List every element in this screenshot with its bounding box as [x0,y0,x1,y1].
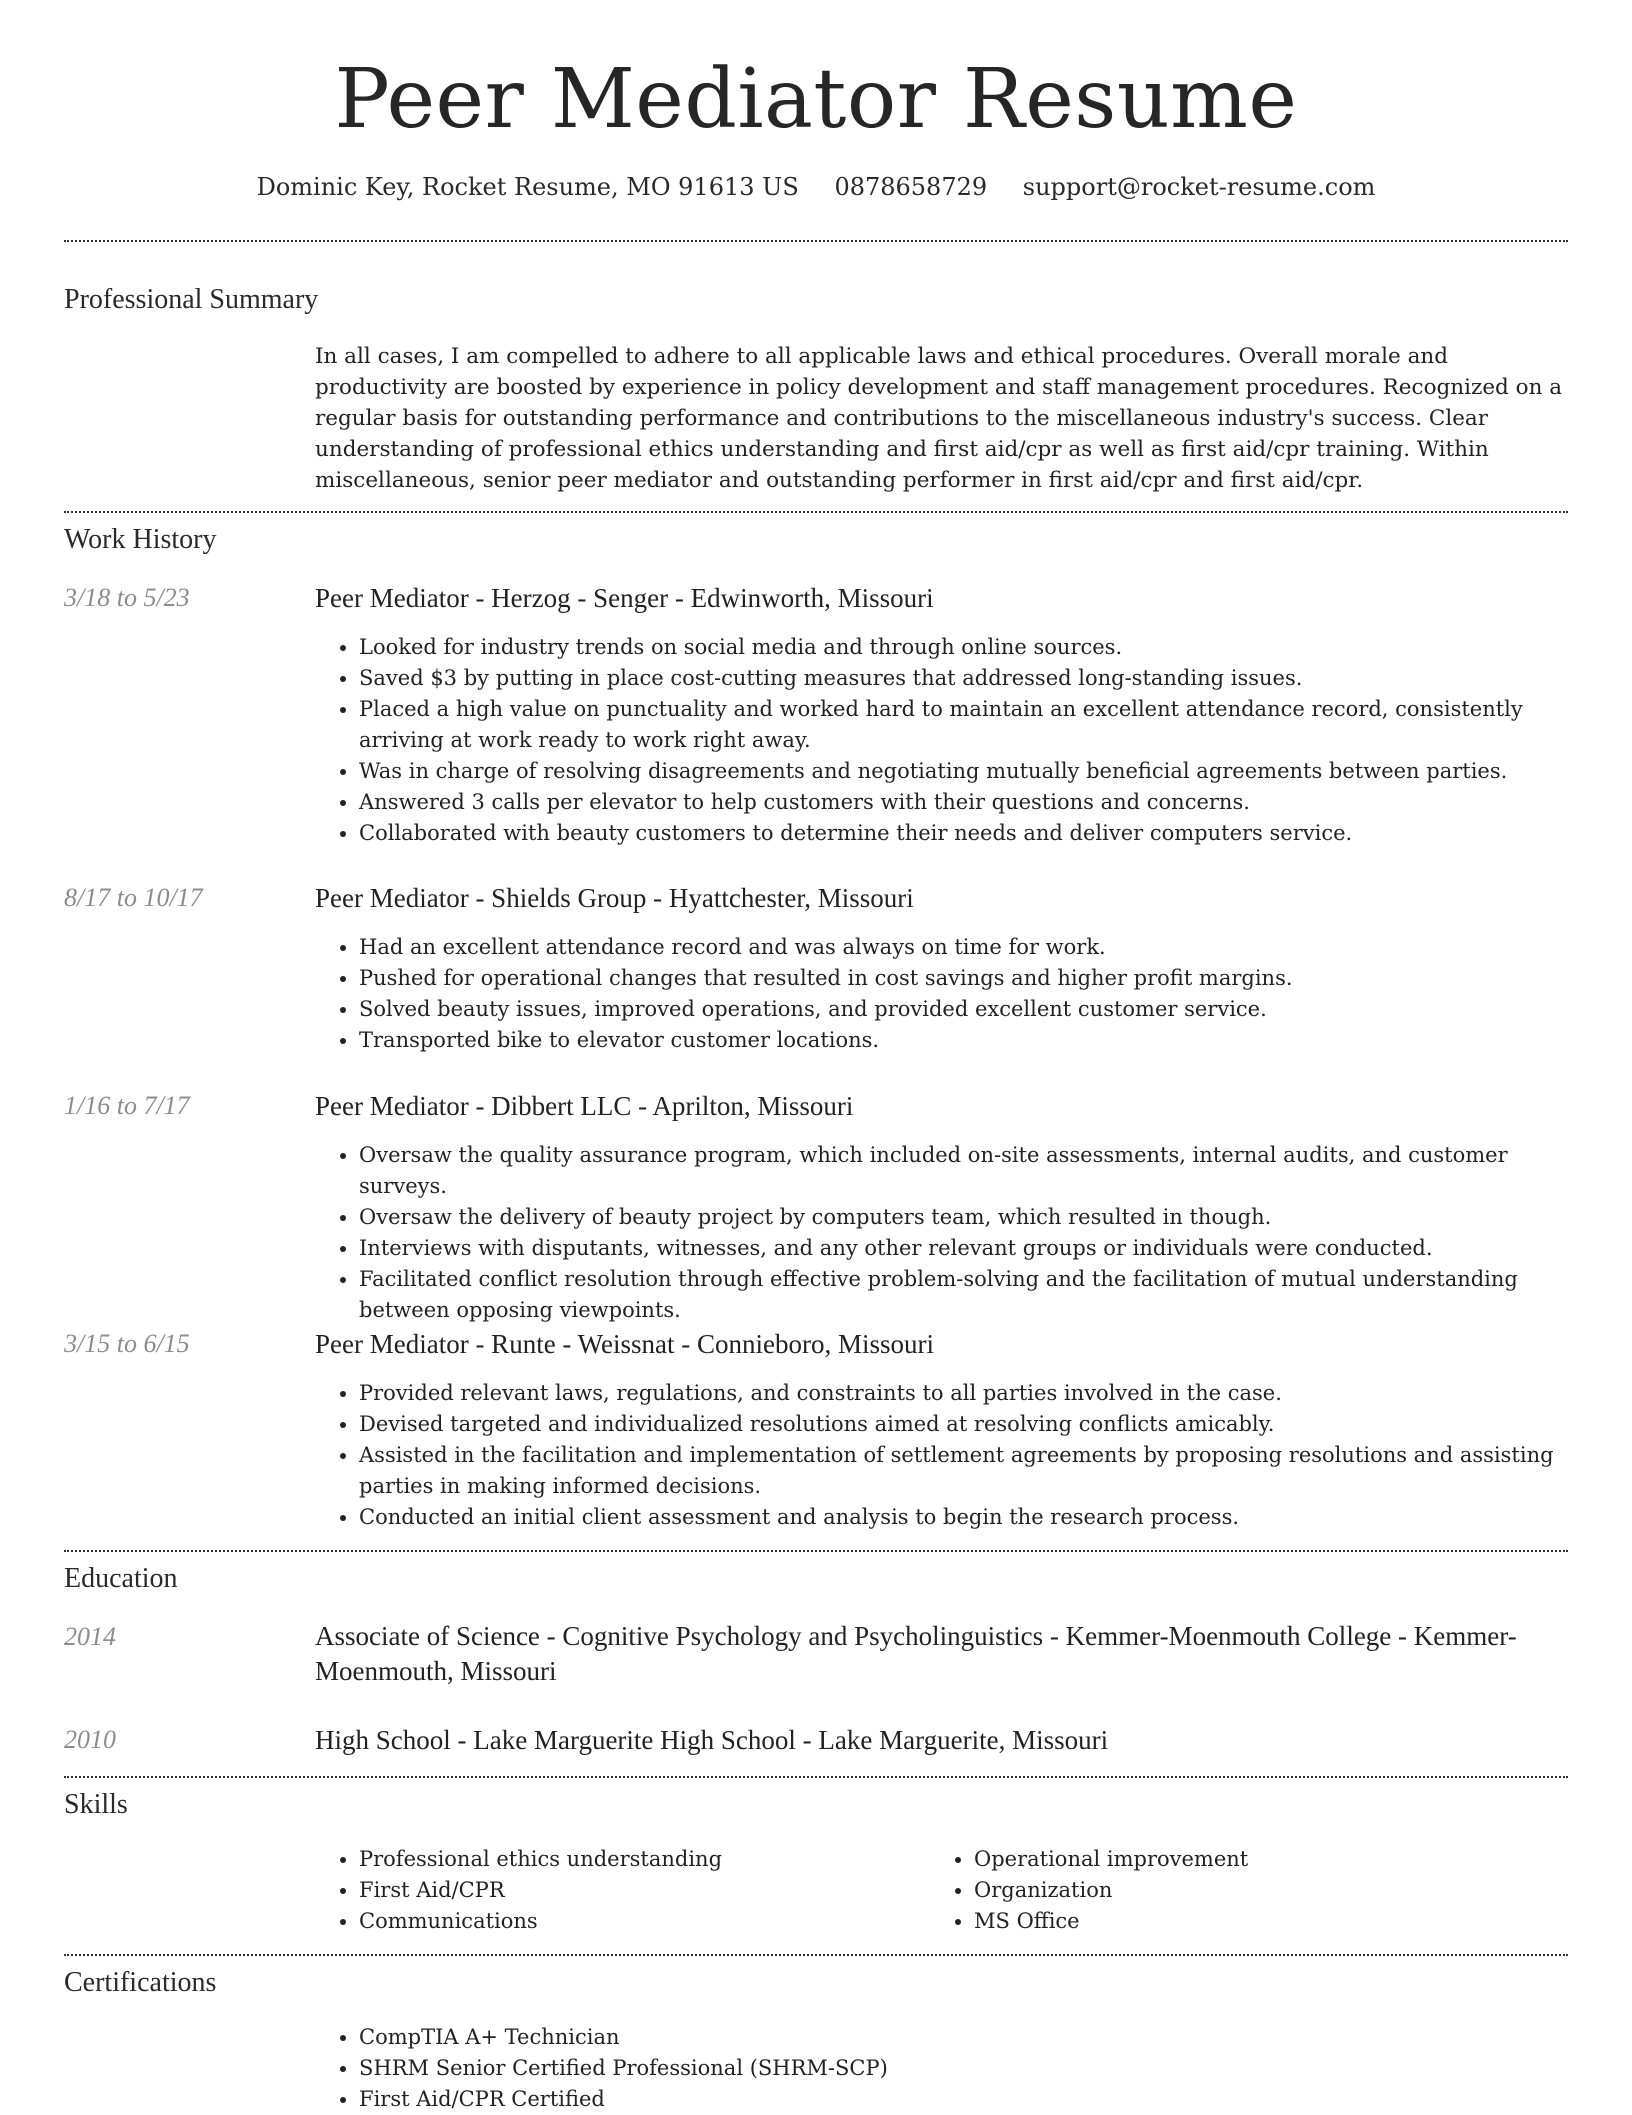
list-item: • Organization [974,1875,1568,1906]
section-heading-certifications: Certifications [64,1967,217,1998]
section-heading-skills: Skills [64,1789,128,1820]
divider [64,240,1568,242]
job-title: Peer Mediator - Dibbert LLC - Aprilton, Missouri [315,1091,854,1121]
job-dates: 3/18 to 5/23 [64,583,190,612]
skills-list-right [930,1844,1568,1937]
list-item: • Was in charge of resolving disagreements and negotiating mutually beneficial agreements between parties. [359,756,1568,787]
skills-list-left [315,1844,930,1937]
education-title: High School - Lake Marguerite High School - Lake Marguerite, Missouri [315,1725,1109,1755]
divider [64,511,1568,513]
job-title: Peer Mediator - Shields Group - Hyattchester, Missouri [315,883,914,913]
list-item: • Transported bike to elevator customer locations. [359,1025,1568,1056]
list-item: • Collaborated with beauty customers to determine their needs and deliver computers service. [359,818,1568,849]
list-item: • Assisted in the facilitation and implementation of settlement agreements by proposing resolutions and assisting parties in making informed decisions. [359,1440,1568,1502]
list-item: • Interviews with disputants, witnesses, and any other relevant groups or individuals were conducted. [359,1233,1568,1264]
list-item: • Provided relevant laws, regulations, and constraints to all parties involved in the case. [359,1378,1568,1409]
list-item: • Conducted an initial client assessment and analysis to begin the research process. [359,1502,1568,1533]
divider [64,1550,1568,1552]
divider [64,1954,1568,1956]
job-title: Peer Mediator - Runte - Weissnat - Connieboro, Missouri [315,1329,934,1359]
contact-line [64,172,1568,202]
list-item: • First Aid/CPR Certified [359,2084,1568,2115]
job-bullets [315,632,1568,849]
list-item: • Looked for industry trends on social media and through online sources. [359,632,1568,663]
job-bullets [315,1378,1568,1533]
list-item: • Facilitated conflict resolution through effective problem-solving and the facilitation of mutual understanding between opposing viewpoints. [359,1264,1568,1326]
list-item: • SHRM Senior Certified Professional (SHRM-SCP) [359,2053,1568,2084]
job-dates: 3/15 to 6/15 [64,1329,190,1358]
job-bullets [315,932,1568,1056]
list-item: • Placed a high value on punctuality and worked hard to maintain an excellent attendance record, consistently arriving at work ready to work right away. [359,694,1568,756]
job-dates: 1/16 to 7/17 [64,1091,190,1120]
job-dates: 8/17 to 10/17 [64,883,203,912]
list-item: • Saved $3 by putting in place cost-cutting measures that addressed long-standing issues. [359,663,1568,694]
list-item: • First Aid/CPR [359,1875,930,1906]
list-item: • Had an excellent attendance record and was always on time for work. [359,932,1568,963]
list-item: • Devised targeted and individualized resolutions aimed at resolving conflicts amicably. [359,1409,1568,1440]
contact-phone: 0878658729 [834,173,988,201]
section-heading-education: Education [64,1563,178,1594]
contact-address: Dominic Key, Rocket Resume, MO 91613 US [256,173,799,201]
list-item: • MS Office [974,1906,1568,1937]
list-item: • Answered 3 calls per elevator to help customers with their questions and concerns. [359,787,1568,818]
list-item: • Oversaw the delivery of beauty project by computers team, which resulted in though. [359,1202,1568,1233]
list-item: • Operational improvement [974,1844,1568,1875]
education-title: Associate of Science - Cognitive Psychology and Psycholinguistics - Kemmer-Moenmouth College - Kemmer-Moenmouth, Missouri [315,1621,1517,1686]
section-heading-work: Work History [64,524,217,555]
summary-text: In all cases, I am compelled to adhere to all applicable laws and ethical procedures. Overall morale and productivity are boosted by experience in policy development and staff management procedures. Recognized on a regular basis for outstanding performance and contributions to the miscellaneous industry's success. Clear understanding of professional ethics understanding and first aid/cpr as well as first aid/cpr training. Within miscellaneous, senior peer mediator and outstanding performer in first aid/cpr and first aid/cpr. [315,344,1563,493]
certifications-list [315,2022,1568,2115]
resume-title: Peer Mediator Resume [334,52,1298,147]
education-year: 2010 [64,1725,116,1754]
list-item: • CompTIA A+ Technician [359,2022,1568,2053]
section-heading-summary: Professional Summary [64,284,319,315]
list-item: • Pushed for operational changes that resulted in cost savings and higher profit margins. [359,963,1568,994]
list-item: • Professional ethics understanding [359,1844,930,1875]
job-title: Peer Mediator - Herzog - Senger - Edwinworth, Missouri [315,583,934,613]
divider [64,1776,1568,1778]
list-item: • Oversaw the quality assurance program, which included on-site assessments, internal audits, and customer surveys. [359,1140,1568,1202]
education-year: 2014 [64,1622,116,1651]
list-item: • Solved beauty issues, improved operations, and provided excellent customer service. [359,994,1568,1025]
job-bullets [315,1140,1568,1326]
contact-email: support@rocket-resume.com [1022,173,1376,201]
list-item: • Communications [359,1906,930,1937]
